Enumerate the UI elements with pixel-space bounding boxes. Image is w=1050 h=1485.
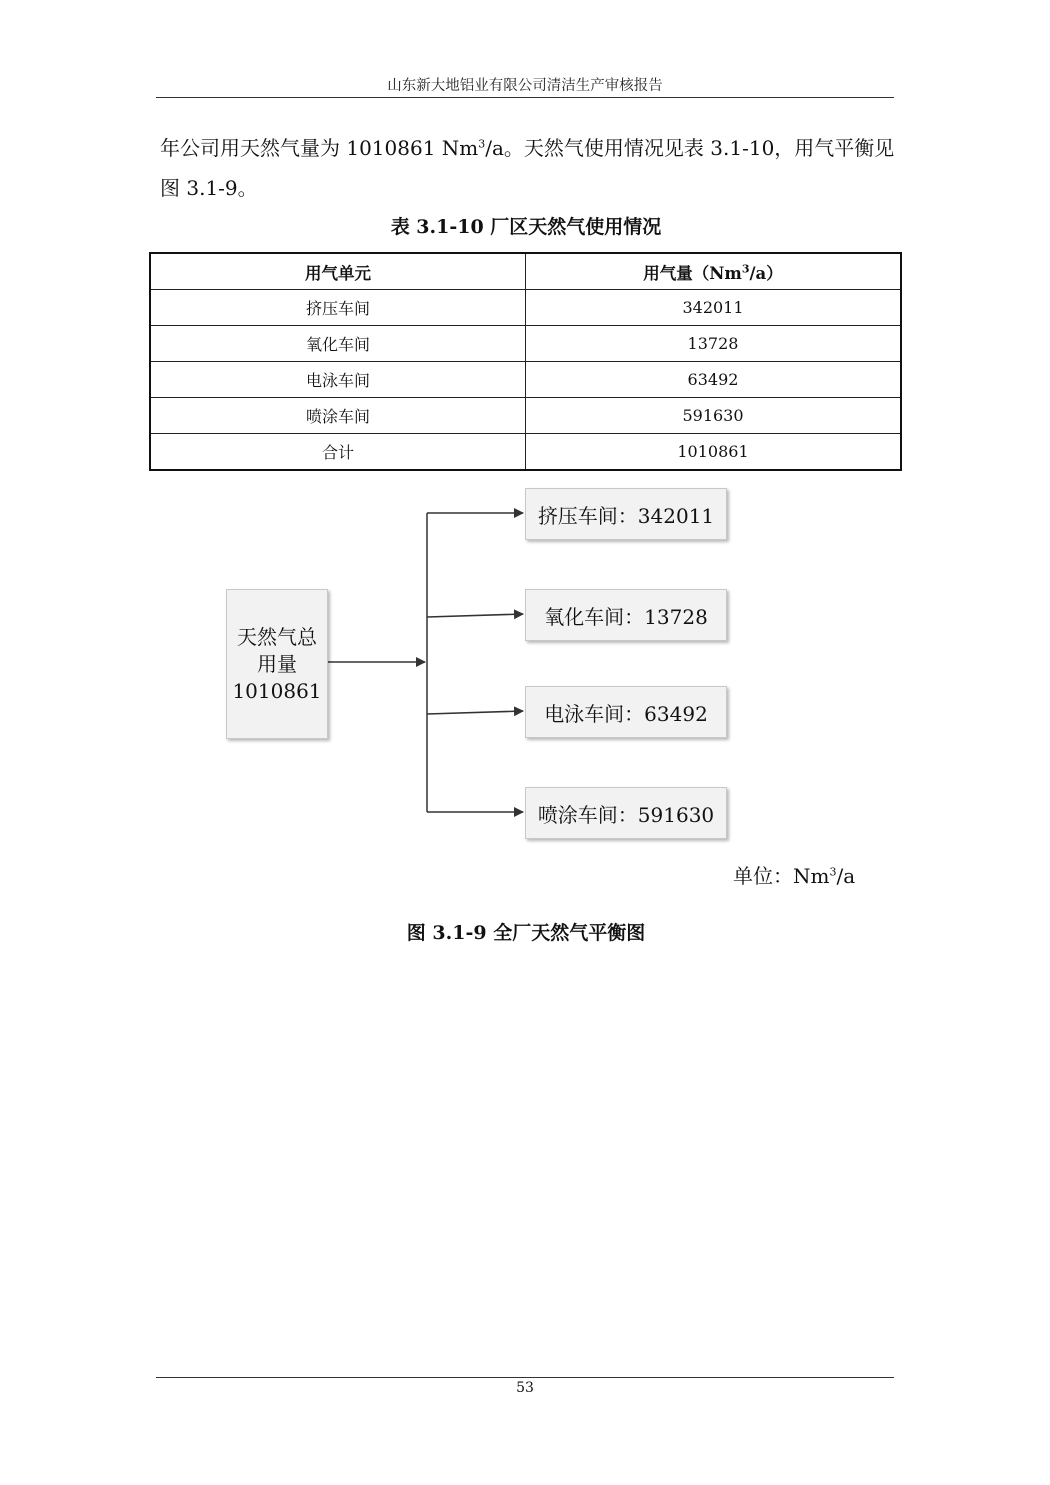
header-text-segment: 用气量（Nm [643, 263, 742, 283]
branch-box-extrusion: 挤压车间：342011 [525, 488, 727, 540]
header-text-segment: /a） [749, 263, 783, 283]
cell-unit: 合计 [150, 434, 526, 471]
superscript: 3 [829, 865, 837, 879]
total-label-line-1: 天然气总 [237, 624, 317, 649]
column-header-unit: 用气单元 [150, 253, 526, 290]
arrow-branch-3 [427, 711, 523, 714]
unit-note [733, 860, 855, 889]
cell-amount: 63492 [526, 362, 902, 398]
total-value: 1010861 [232, 678, 322, 703]
unit-text-segment: /a [836, 864, 856, 888]
cell-unit: 氧化车间 [150, 326, 526, 362]
branch-box-spraying: 喷涂车间：591630 [525, 787, 727, 839]
cell-amount: 13728 [526, 326, 902, 362]
body-paragraph-line-2: 图 3.1-9。 [160, 176, 258, 200]
footer-rule [156, 1377, 894, 1378]
superscript: 3 [478, 137, 486, 151]
total-label-line-2: 用量 [257, 651, 297, 676]
branch-box-electrophoresis: 电泳车间：63492 [525, 686, 727, 738]
unit-text-segment: 单位：Nm [733, 864, 830, 888]
cell-unit: 挤压车间 [150, 290, 526, 326]
cell-amount: 591630 [526, 398, 902, 434]
cell-amount: 1010861 [526, 434, 902, 471]
table-caption: 表 3.1-10 厂区天然气使用情况 [390, 216, 662, 238]
arrow-branch-2 [427, 614, 523, 617]
body-text-segment: /a。天然气使用情况见表 3.1-10，用气平衡见 [485, 136, 895, 160]
running-header: 山东新大地铝业有限公司清洁生产审核报告 [387, 78, 663, 94]
cell-unit: 电泳车间 [150, 362, 526, 398]
cell-unit: 喷涂车间 [150, 398, 526, 434]
figure-caption: 图 3.1-9 全厂天然气平衡图 [406, 922, 646, 944]
total-usage-box [226, 589, 328, 739]
cell-amount: 342011 [526, 290, 902, 326]
branch-box-oxidation: 氧化车间：13728 [525, 589, 727, 641]
body-text-segment: 年公司用天然气量为 1010861 Nm [160, 136, 479, 160]
page-number: 53 [516, 1380, 534, 1396]
superscript: 3 [741, 262, 750, 275]
